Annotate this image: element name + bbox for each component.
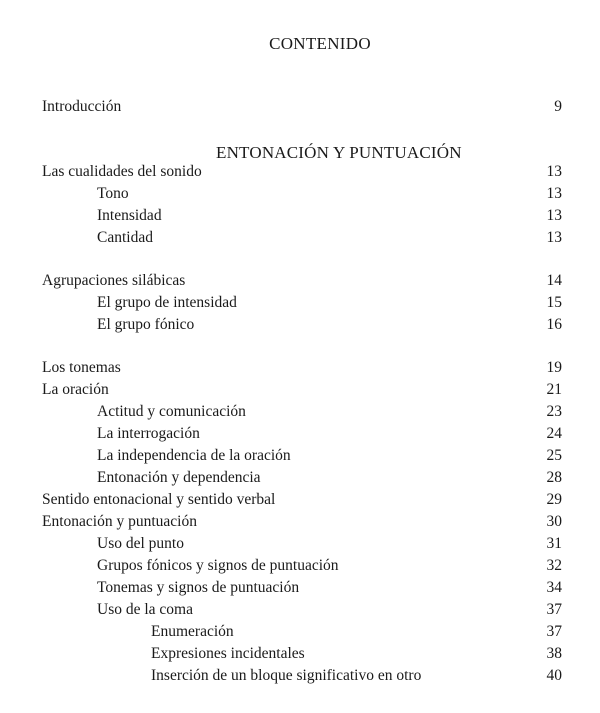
toc-entry-page: 21 [546,381,562,398]
toc-entry-label: Introducción [42,98,122,115]
toc-entry-label: Intensidad [97,207,162,224]
toc-entry-label: La interrogación [97,425,200,442]
toc-entry-label: Inserción de un bloque significativo en otro [151,667,422,684]
toc-entry [0,161,600,183]
toc-entry [0,401,600,423]
toc-entry-page: 13 [546,185,562,202]
toc-entry-page: 30 [546,513,562,530]
toc-entry-page: 13 [546,229,562,246]
toc-entry-page: 28 [546,469,562,486]
toc-entry-page: 34 [546,579,562,596]
toc-entry-page: 25 [546,447,562,464]
toc-entry-label: Las cualidades del sonido [42,163,202,180]
toc-entry-label: Enumeración [151,623,234,640]
toc-entry [0,292,600,314]
toc-entry-page: 40 [546,667,562,684]
toc-entry [0,227,600,249]
toc-entry [0,533,600,555]
toc-entry-label: Actitud y comunicación [97,403,246,420]
toc-entry-label: Tono [97,185,129,202]
toc-entry [0,205,600,227]
toc-entry-page: 14 [546,272,562,289]
toc-entry-label: Cantidad [97,229,153,246]
toc-entry-label: Entonación y dependencia [97,469,261,486]
toc-entry-intro [0,96,600,118]
toc-entry-page: 13 [546,207,562,224]
toc-entry [0,270,600,292]
toc-entry-page: 24 [546,425,562,442]
toc-entry-page: 37 [546,601,562,618]
toc-entry-label: Uso de la coma [97,601,193,618]
toc-entry-label: El grupo de intensidad [97,294,237,311]
toc-entry-page: 19 [546,359,562,376]
toc-entry-page: 38 [546,645,562,662]
toc-entry [0,621,600,643]
toc-entry [0,379,600,401]
toc-entry [0,423,600,445]
toc-entry-page: 23 [546,403,562,420]
toc-entry-label: Entonación y puntuación [42,513,197,530]
toc-entry [0,489,600,511]
toc-entry-label: Uso del punto [97,535,184,552]
toc-entry-label: Agrupaciones silábicas [42,272,186,289]
toc-entry [0,314,600,336]
toc-entry-label: Grupos fónicos y signos de puntuación [97,557,339,574]
section-title: ENTONACIÓN Y PUNTUACIÓN [216,143,462,162]
toc-entry-label: Tonemas y signos de puntuación [97,579,300,596]
toc-entry-page: 32 [546,557,562,574]
toc-entry [0,357,600,379]
toc-entry-label: La independencia de la oración [97,447,291,464]
toc-entry-label: El grupo fónico [97,316,195,333]
toc-entry-page: 37 [546,623,562,640]
toc-entry [0,511,600,533]
toc-entry [0,577,600,599]
toc-entry [0,183,600,205]
toc-entry-page: 9 [554,98,562,115]
toc-entry-page: 15 [546,294,562,311]
toc-entry-page: 29 [546,491,562,508]
toc-entry-label: Los tonemas [42,359,121,376]
toc-entry [0,643,600,665]
toc-entry [0,599,600,621]
toc-entry-label: La oración [42,381,109,398]
page-title: CONTENIDO [269,34,371,53]
toc-entry-page: 13 [546,163,562,180]
toc-entry [0,555,600,577]
toc-entry-page: 16 [546,316,562,333]
toc-entry-page: 31 [546,535,562,552]
toc-entry-label: Sentido entonacional y sentido verbal [42,491,276,508]
toc-entry-label: Expresiones incidentales [151,645,305,662]
toc-entry [0,665,600,687]
toc-entry [0,445,600,467]
toc-entry [0,467,600,489]
